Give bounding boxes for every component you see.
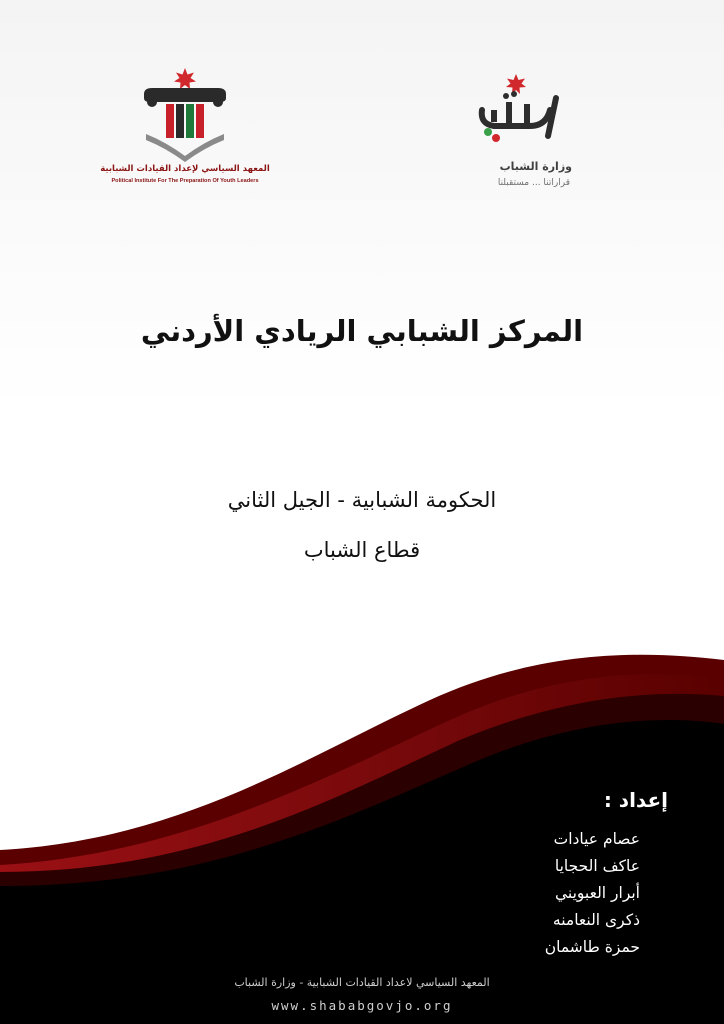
page-title: المركز الشبابي الريادي الأردني — [140, 314, 584, 348]
ministry-slogan: قراراتنا ... مستقبلنا — [497, 178, 570, 188]
author-item: ذكرى النعامنه — [552, 911, 640, 929]
author-item: أبرار العبويني — [555, 884, 640, 902]
institute-emblem-icon — [96, 64, 274, 164]
author-item: حمزة طاشمان — [544, 938, 640, 956]
subtitle-government: الحكومة الشبابية - الجيل الثاني — [227, 488, 497, 512]
institute-logo — [96, 64, 274, 190]
ministry-logo — [466, 72, 576, 197]
footer-organization: المعهد السياسي لاعداد القيادات الشبابية - وزارة الشباب — [234, 976, 490, 989]
institute-name-english: Political Institute For The Preparation Of Youth Leaders — [111, 178, 259, 184]
institute-name-arabic: المعهد السياسي لإعداد القيادات الشبابية — [100, 164, 270, 174]
authors-list — [440, 826, 640, 961]
author-item: عاكف الحجايا — [554, 857, 640, 875]
ministry-emblem-icon — [466, 72, 576, 152]
prepared-by-heading: إعداد : — [603, 788, 668, 812]
author-item: عصام عيادات — [553, 830, 640, 848]
subtitle-sector: قطاع الشباب — [303, 538, 421, 562]
footer-website[interactable]: www.shababgovjo.org — [271, 998, 453, 1013]
ministry-name: وزارة الشباب — [499, 160, 572, 173]
